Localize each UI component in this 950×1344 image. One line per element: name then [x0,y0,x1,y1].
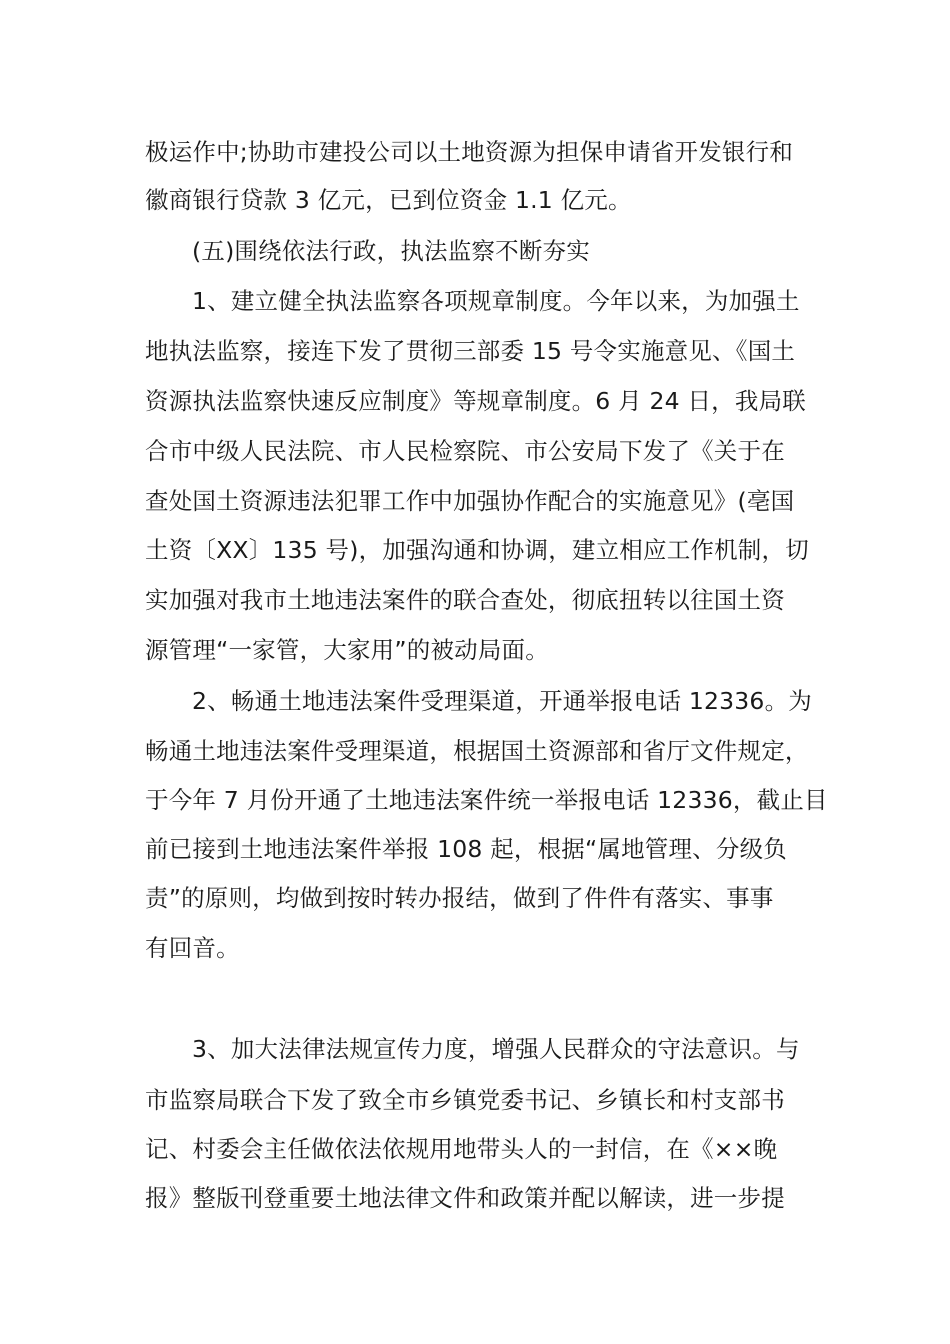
text-line: 于今年 7 月份开通了土地违法案件统一举报电话 12336，截止目 [145,786,828,814]
text-line: 1、建立健全执法监察各项规章制度。今年以来，为加强土 [192,287,800,315]
text-line: 市监察局联合下发了致全市乡镇党委书记、乡镇长和村支部书 [145,1086,785,1114]
text-line: 责”的原则，均做到按时转办报结，做到了件件有落实、事事 [145,884,774,912]
text-line: 源管理“一家管，大家用”的被动局面。 [145,636,549,664]
text-line: 极运作中;协助市建投公司以土地资源为担保申请省开发银行和 [145,138,794,166]
text-line: 实加强对我市土地违法案件的联合查处，彻底扭转以往国土资 [145,586,785,614]
text-line: 合市中级人民法院、市人民检察院、市公安局下发了《关于在 [145,437,785,465]
text-line: 记、村委会主任做依法依规用地带头人的一封信，在《××晚 [145,1135,778,1163]
text-line: 资源执法监察快速反应制度》等规章制度。6 月 24 日，我局联 [145,387,806,415]
text-line: 3、加大法律法规宣传力度，增强人民群众的守法意识。与 [192,1035,800,1063]
text-line: 前已接到土地违法案件举报 108 起，根据“属地管理、分级负 [145,835,787,863]
text-line: 畅通土地违法案件受理渠道，根据国土资源部和省厅文件规定， [145,737,809,765]
section-heading: (五)围绕依法行政，执法监察不断夯实 [192,237,590,265]
text-line: 地执法监察，接连下发了贯彻三部委 15 号令实施意见、《国土 [145,337,796,365]
text-line: 报》整版刊登重要土地法律文件和政策并配以解读，进一步提 [145,1184,785,1212]
text-line: 查处国土资源违法犯罪工作中加强协作配合的实施意见》(亳国 [145,487,795,515]
text-line: 徽商银行贷款 3 亿元，已到位资金 1.1 亿元。 [145,186,632,214]
text-line: 土资〔XX〕135 号)，加强沟通和协调，建立相应工作机制，切 [145,536,809,564]
text-line: 有回音。 [145,934,240,962]
text-line: 2、畅通土地违法案件受理渠道，开通举报电话 12336。为 [192,687,812,715]
